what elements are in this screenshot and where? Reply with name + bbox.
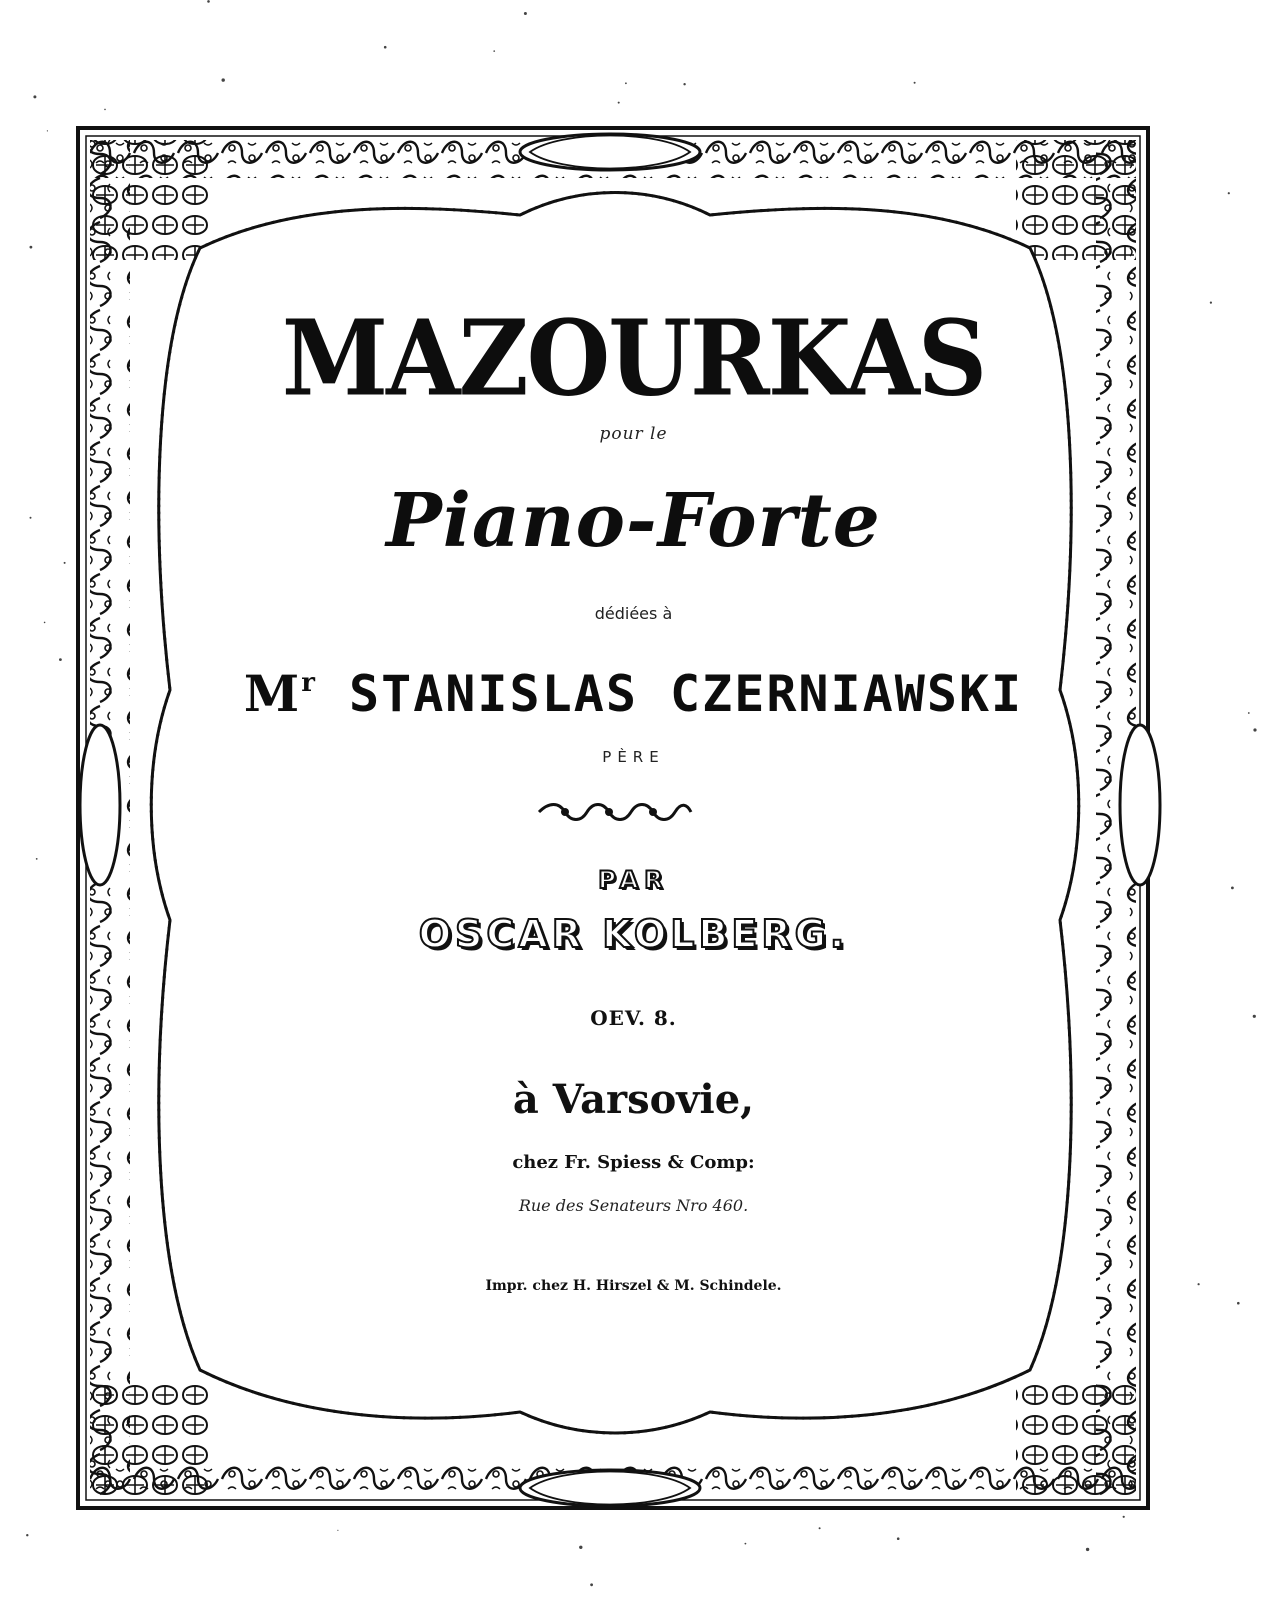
dedication-intro: dédiées à	[594, 604, 673, 623]
publisher-address: Rue des Senateurs Nro 460.	[518, 1196, 749, 1215]
work-title: MAZOURKAS	[281, 297, 986, 420]
instrument-title: Piano-Forte	[386, 478, 881, 564]
publisher-name: chez Fr. Spiess & Comp:	[512, 1152, 755, 1173]
printer-line: Impr. chez H. Hirszel & M. Schindele.	[485, 1278, 782, 1294]
dedicatee-name: STANISLAS CZERNIAWSKI	[349, 665, 1024, 723]
dedicatee-line	[0, 664, 1267, 723]
composer-name: OSCAR KOLBERG.	[418, 912, 849, 956]
publication-city: à Varsovie,	[512, 1076, 755, 1123]
scroll-divider-icon	[535, 800, 695, 824]
pour-le-text: pour le	[599, 424, 668, 444]
opus-number: OEV. 8.	[590, 1006, 677, 1030]
dedicatee-prefix-sup: r	[301, 668, 317, 698]
dedicatee-prefix: M	[243, 664, 302, 723]
dedicatee-suffix: PÈRE	[602, 748, 665, 766]
by-text: PAR	[598, 866, 669, 894]
